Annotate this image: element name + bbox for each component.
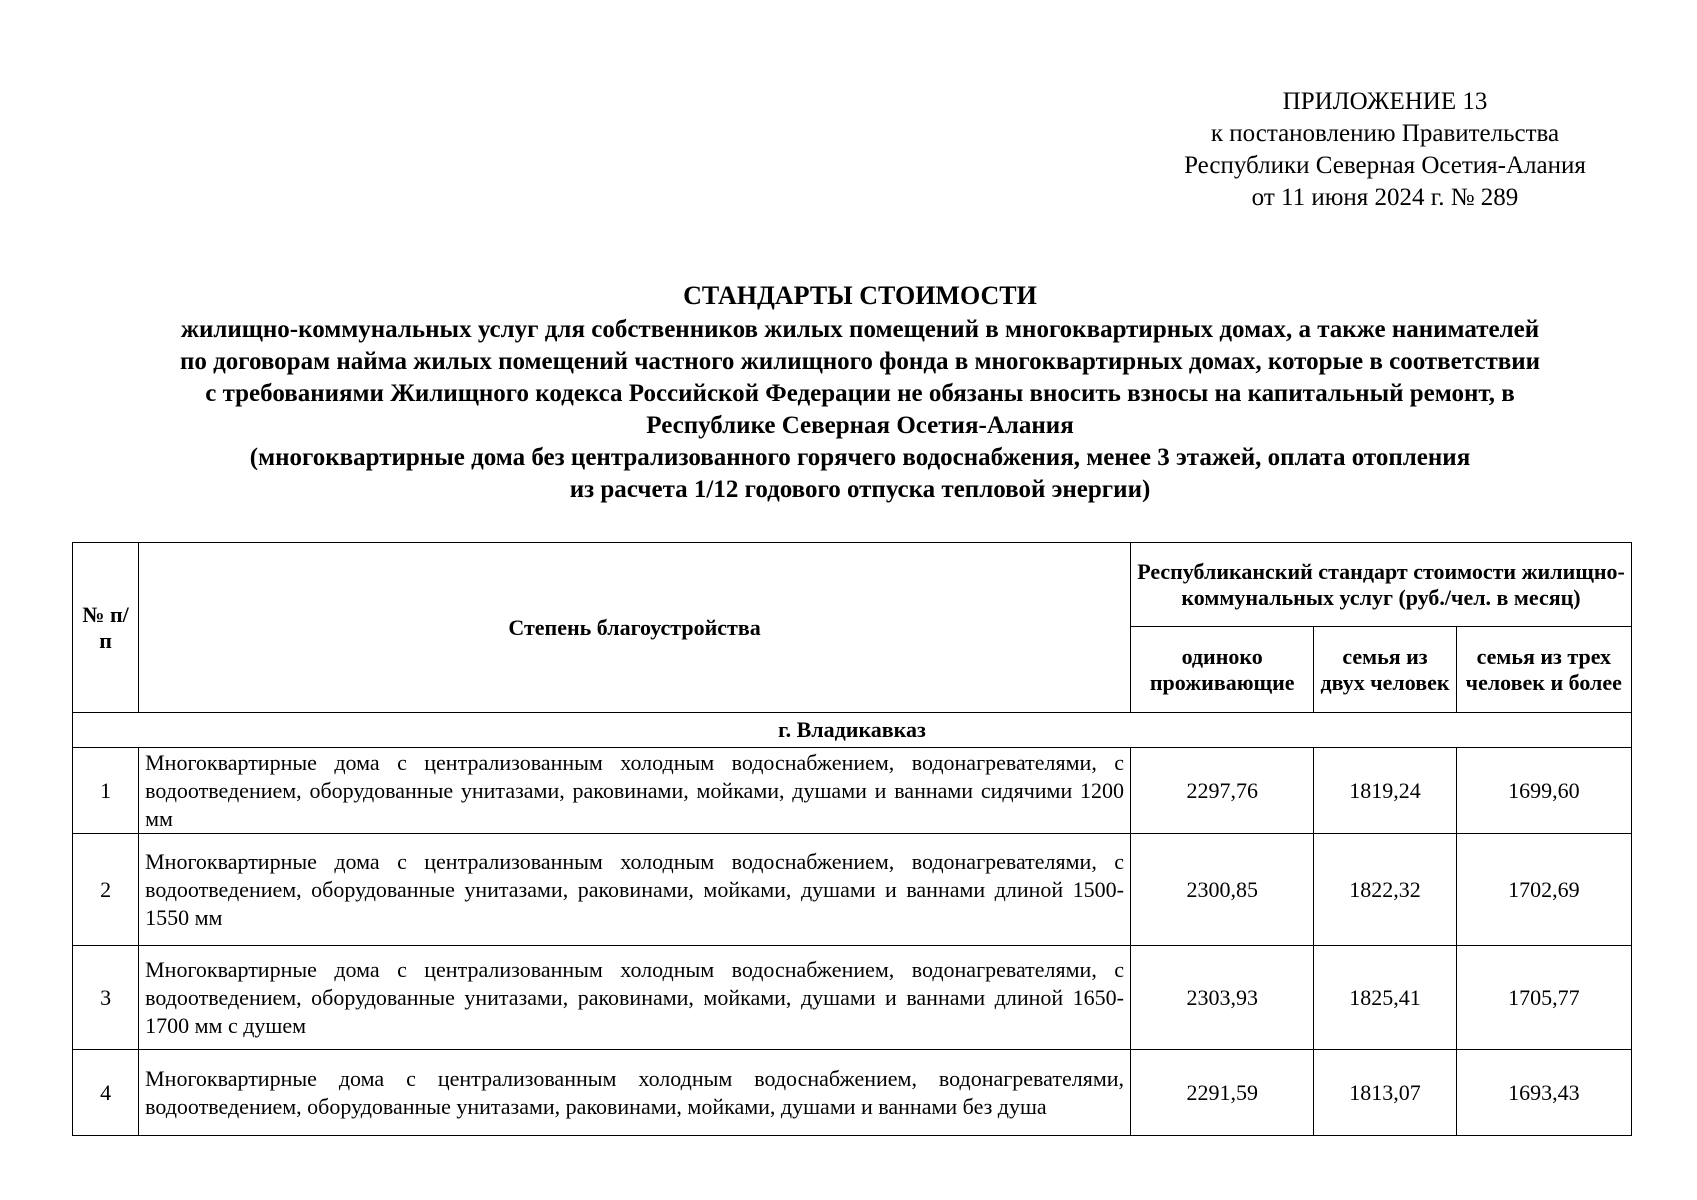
title-line: Республике Северная Осетия-Алания [646,412,1074,439]
annex-date-number: от 11 июня 2024 г. № 289 [1251,184,1519,211]
row-number: 3 [73,946,139,1050]
row-value-three: 1699,60 [1456,748,1631,834]
title-line: по договорам найма жилых помещений частного жилищного фонда в многоквартирных домах, которые в соответствии [179,348,1541,375]
row-number: 2 [73,834,139,946]
table-row [73,1050,1632,1136]
header-number: № п/п [73,543,139,713]
row-value-two: 1825,41 [1314,946,1456,1050]
annex-title: ПРИЛОЖЕНИЕ 13 [1282,88,1488,115]
row-value-three: 1705,77 [1456,946,1631,1050]
row-number: 4 [73,1050,139,1136]
header-three: семья из трех человек и более [1456,627,1631,713]
row-value-two: 1822,32 [1314,834,1456,946]
header-degree: Степень благоустройства [139,543,1131,713]
title-heading: СТАНДАРТЫ СТОИМОСТИ [683,281,1037,310]
annex-reference: к постановлению Правительства [1210,120,1560,147]
table-row [73,834,1632,946]
row-description: Многоквартирные дома с централизованным холодным водоснабжением, водонагревателями, с водоотведением, оборудованные унитазами, раковинами, мойками, душами и ваннами сидячими 1200 мм [139,748,1131,834]
header-standard: Республиканский стандарт стоимости жилищно-коммунальных услуг (руб./чел. в месяц) [1131,543,1632,627]
table-header-row [73,543,1632,627]
header-single: одиноко проживающие [1131,627,1314,713]
row-value-single: 2291,59 [1131,1050,1314,1136]
row-value-two: 1813,07 [1314,1050,1456,1136]
row-description: Многоквартирные дома с централизованным холодным водоснабжением, водонагревателями, с водоотведением, оборудованные унитазами, раковинами, мойками, душами и ваннами длиной 1500-1550 мм [139,834,1131,946]
row-value-single: 2297,76 [1131,748,1314,834]
title-line: (многоквартирные дома без централизованного горячего водоснабжения, менее 3 этажей, оплата отопления [249,444,1471,471]
document-title [60,280,1660,506]
row-value-single: 2300,85 [1131,834,1314,946]
city-name: г. Владикавказ [73,713,1632,748]
standards-table [72,542,1632,1136]
title-line: с требованиями Жилищного кодекса Российской Федерации не обязаны вносить взносы на капитальный ремонт, в [205,380,1515,407]
header-two: семья из двух человек [1314,627,1456,713]
title-line: из расчета 1/12 годового отпуска тепловой энергии) [569,476,1151,503]
annex-republic: Республики Северная Осетия-Алания [1184,152,1586,179]
annex-block [1150,86,1620,214]
row-value-three: 1693,43 [1456,1050,1631,1136]
row-description: Многоквартирные дома с централизованным холодным водоснабжением, водонагревателями, водоотведением, оборудованные унитазами, раковинами, мойками, душами и ваннами без душа [139,1050,1131,1136]
row-value-single: 2303,93 [1131,946,1314,1050]
table-row [73,748,1632,834]
table-row [73,946,1632,1050]
row-value-three: 1702,69 [1456,834,1631,946]
row-description: Многоквартирные дома с централизованным холодным водоснабжением, водонагревателями, с водоотведением, оборудованные унитазами, раковинами, мойками, душами и ваннами длиной 1650-1700 мм с душем [139,946,1131,1050]
city-row [73,713,1632,748]
row-number: 1 [73,748,139,834]
title-line: жилищно-коммунальных услуг для собственников жилых помещений в многоквартирных домах, а также нанимателей [180,316,1540,343]
row-value-two: 1819,24 [1314,748,1456,834]
